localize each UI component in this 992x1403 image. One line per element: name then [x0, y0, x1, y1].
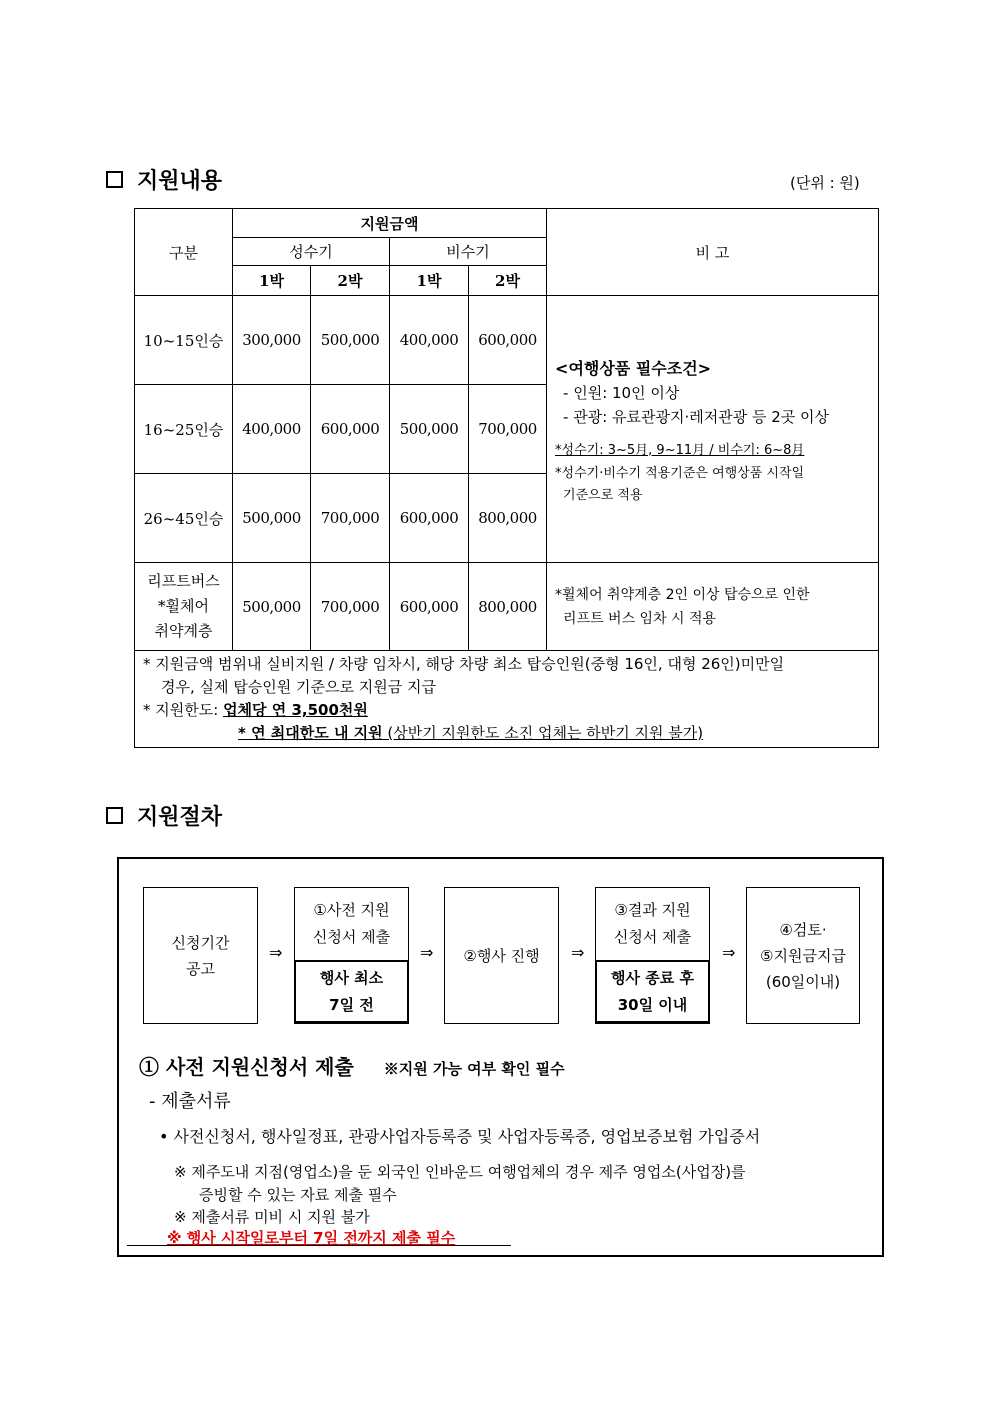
step-text: ④검토· [779, 920, 827, 939]
support-amount-table [134, 208, 879, 748]
row-label: 26~45인승 [135, 474, 233, 563]
docs-list: • 사전신청서, 행사일정표, 관광사업자등록증 및 사업자등록증, 영업보증보험 가입증서 [159, 1127, 761, 1146]
step-deadline: 행사 종료 후 [611, 968, 694, 987]
heading-text: ① 사전 지원신청서 제출 [139, 1055, 354, 1079]
footer-line [238, 722, 870, 745]
value-cell: 500,000 [233, 474, 311, 563]
remark-note: 기준으로 적용 [563, 487, 643, 503]
limit-label: * 지원한도: [143, 701, 224, 719]
remark-note: *성수기·비수기 적용기준은 여행상품 시작일 [555, 465, 805, 481]
header-category: 구분 [135, 209, 233, 296]
value-cell: 700,000 [469, 385, 547, 474]
remark-line: *휠체어 취약계층 2인 이상 탑승으로 인한 [555, 586, 810, 603]
step-text: ②행사 진행 [463, 946, 540, 965]
checkbox-square-icon [106, 171, 123, 188]
remark-lift-bus [547, 563, 879, 651]
footer-line: 경우, 실제 탑승인원 기준으로 지원금 지급 [161, 678, 436, 696]
section-title-text: 지원절차 [137, 804, 223, 830]
docs-label: - 제출서류 [149, 1091, 231, 1112]
step-text: 신청서 제출 [613, 928, 692, 946]
step-text: ③결과 지원 [614, 901, 691, 919]
row-label [135, 563, 233, 651]
section-title-support-content [106, 164, 222, 195]
unit-label: (단위 : 원) [790, 174, 860, 192]
table-footer-notes [135, 651, 879, 748]
step-result-application [595, 887, 710, 1024]
row-label-line: 취약계층 [154, 622, 213, 640]
value-cell: 600,000 [311, 385, 390, 474]
note-line: ※ 제출서류 미비 시 지원 불가 [174, 1208, 370, 1226]
arrow-icon: ⇒ [571, 943, 585, 962]
step-deadline: 30일 이내 [617, 995, 688, 1014]
remark-title: <여행상품 필수조건> [555, 358, 712, 378]
value-cell: 600,000 [390, 474, 469, 563]
pre-application-heading [139, 1051, 565, 1080]
step-text: ①사전 지원 [313, 901, 390, 919]
value-cell: 700,000 [311, 563, 390, 651]
step-text: 공고 [186, 959, 215, 978]
row-label: 16~25인승 [135, 385, 233, 474]
header-off-2night: 2박 [469, 266, 547, 296]
note-line: 증빙할 수 있는 자료 제출 필수 [199, 1186, 397, 1204]
step-text: 신청서 제출 [312, 928, 391, 946]
remark-travel-conditions [547, 296, 879, 563]
step-announcement [143, 887, 258, 1024]
header-remark: 비 고 [547, 209, 879, 296]
remark-line: 리프트 버스 임차 시 적용 [563, 610, 717, 627]
value-cell: 800,000 [469, 563, 547, 651]
step-event [444, 887, 559, 1024]
limit-value: 업체당 연 3,500천원 [223, 701, 368, 719]
heading-note: ※지원 가능 여부 확인 필수 [383, 1060, 565, 1078]
checkbox-square-icon [106, 807, 123, 824]
step-deadline: 7일 전 [329, 995, 374, 1014]
header-amount: 지원금액 [233, 209, 547, 238]
header-peak-2night: 2박 [311, 266, 390, 296]
value-cell: 800,000 [469, 474, 547, 563]
remark-note: *성수기: 3~5月, 9~11月 / 비수기: 6~8月 [555, 442, 805, 458]
procedure-box [117, 857, 884, 1257]
remark-line: - 관광: 유료관광지·레저관광 등 2곳 이상 [563, 407, 830, 426]
row-label-line: *휠체어 [158, 597, 209, 615]
header-off-1night: 1박 [390, 266, 469, 296]
step-text: ⑤지원금지급 [760, 946, 846, 965]
arrow-icon: ⇒ [269, 943, 283, 962]
value-cell: 600,000 [469, 296, 547, 385]
step-text: (60일이내) [765, 972, 841, 991]
note-line: ※ 제주도내 지점(영업소)을 둔 외국인 인바운드 여행업체의 경우 제주 영업소(사업장)를 [174, 1163, 746, 1181]
table-row [135, 563, 879, 651]
section-title-text: 지원내용 [137, 168, 223, 194]
footer-line [143, 699, 870, 722]
value-cell: 500,000 [233, 563, 311, 651]
limit-note-bold: * 연 최대한도 내 지원 [238, 724, 383, 742]
note-line-red: ※ 행사 시작일로부터 7일 전까지 제출 필수 [167, 1229, 456, 1247]
value-cell: 300,000 [233, 296, 311, 385]
table-row [135, 296, 879, 385]
value-cell: 700,000 [311, 474, 390, 563]
arrow-icon: ⇒ [722, 943, 736, 962]
limit-note: (상반기 지원한도 소진 업체는 하반기 지원 불가) [382, 724, 704, 742]
step-review-payment [746, 887, 860, 1024]
header-peak-season: 성수기 [233, 238, 390, 266]
value-cell: 400,000 [233, 385, 311, 474]
value-cell: 600,000 [390, 563, 469, 651]
value-cell: 500,000 [390, 385, 469, 474]
row-label: 10~15인승 [135, 296, 233, 385]
footer-line: * 지원금액 범위내 실비지원 / 차량 임차시, 해당 차량 최소 탑승인원(중형 16인, 대형 26인)미만일 [143, 655, 785, 673]
value-cell: 500,000 [311, 296, 390, 385]
step-pre-application [294, 887, 409, 1024]
row-label-line: 리프트버스 [147, 572, 220, 590]
header-off-season: 비수기 [390, 238, 547, 266]
header-peak-1night: 1박 [233, 266, 311, 296]
value-cell: 400,000 [390, 296, 469, 385]
arrow-icon: ⇒ [420, 943, 434, 962]
step-text: 신청기간 [171, 933, 230, 952]
remark-line: - 인원: 10인 이상 [563, 383, 680, 402]
step-deadline: 행사 최소 [319, 968, 384, 987]
section-title-procedure [106, 800, 222, 831]
